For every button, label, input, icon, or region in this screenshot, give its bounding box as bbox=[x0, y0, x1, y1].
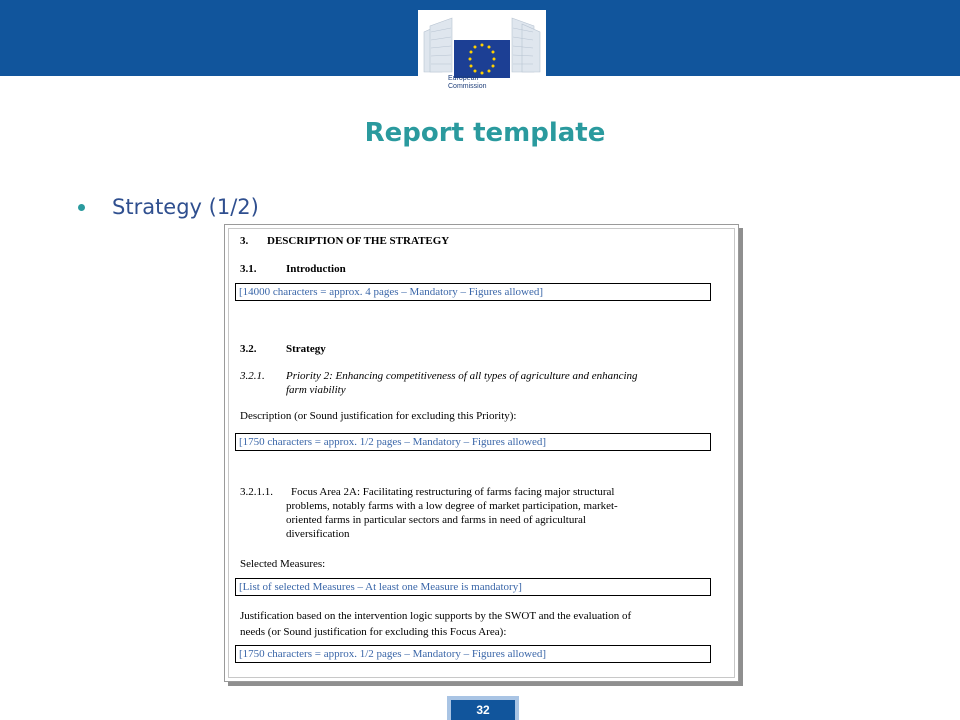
section-3-1-placeholder-box: [14000 characters = approx. 4 pages – Mandatory – Figures allowed] bbox=[235, 283, 711, 301]
section-3-title: DESCRIPTION OF THE STRATEGY bbox=[267, 235, 450, 247]
logo-line-2: Commission bbox=[448, 83, 487, 90]
section-3-2-1-title-line-1: Priority 2: Enhancing competitiveness of all types of agriculture and enhancing bbox=[286, 370, 638, 382]
section-3-1-title: Introduction bbox=[286, 263, 346, 275]
justification-line-2: needs (or Sound justification for excluding this Focus Area): bbox=[240, 626, 507, 638]
focus-area-line-3: oriented farms in particular sectors and farms in need of agricultural bbox=[286, 514, 586, 526]
focus-area-line-4: diversification bbox=[286, 528, 350, 540]
section-3-2-1-number: 3.2.1. bbox=[240, 370, 265, 382]
focus-area-line-2: problems, notably farms with a low degree of market participation, market- bbox=[286, 500, 618, 512]
section-3-number: 3. bbox=[240, 235, 249, 247]
description-placeholder-box: [1750 characters = approx. 1/2 pages – Mandatory – Figures allowed] bbox=[235, 433, 711, 451]
selected-measures-label: Selected Measures: bbox=[240, 558, 326, 570]
justification-placeholder-box: [1750 characters = approx. 1/2 pages – Mandatory – Figures allowed] bbox=[235, 645, 711, 663]
section-3-1-number: 3.1. bbox=[240, 263, 257, 275]
description-label: Description (or Sound justification for excluding this Priority): bbox=[240, 410, 517, 422]
logo-line-1: European bbox=[448, 75, 479, 82]
bullet-dot-icon bbox=[78, 204, 85, 211]
document-image bbox=[224, 224, 739, 682]
justification-line-1: Justification based on the intervention logic supports by the SWOT and the evaluation of bbox=[240, 610, 632, 622]
slide-title: Report template bbox=[364, 118, 606, 148]
selected-measures-placeholder-box: [List of selected Measures – At least one Measure is mandatory] bbox=[235, 578, 711, 596]
section-3-2-1-title-line-2: farm viability bbox=[286, 384, 346, 396]
section-3-2-1-1-number: 3.2.1.1. bbox=[240, 486, 273, 498]
logo-wordmark bbox=[448, 75, 508, 91]
section-3-2-number: 3.2. bbox=[240, 343, 257, 355]
section-3-2-title: Strategy bbox=[286, 343, 326, 355]
focus-area-line-1: Focus Area 2A: Facilitating restructuring of farms facing major structural bbox=[291, 486, 615, 498]
page-number: 32 bbox=[451, 700, 515, 720]
bullet-text: Strategy (1/2) bbox=[112, 195, 259, 219]
bullet-item bbox=[78, 192, 259, 222]
